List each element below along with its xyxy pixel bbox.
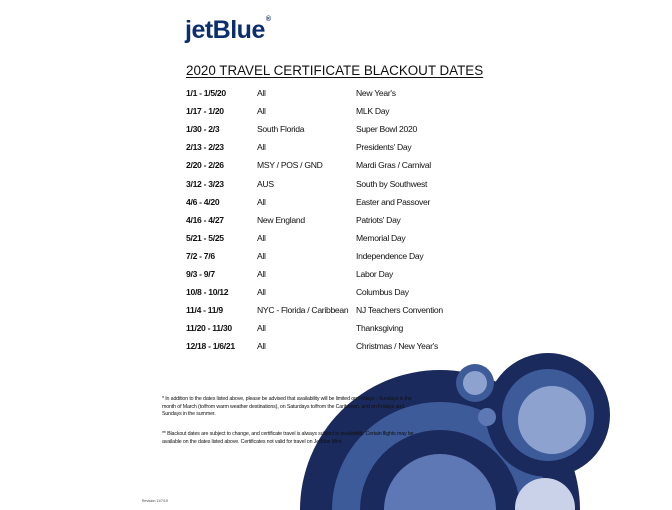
blackout-location: All <box>257 341 266 352</box>
blackout-date-range: 12/18 - 1/6/21 <box>186 341 235 352</box>
blackout-holiday: Columbus Day <box>356 287 409 298</box>
blackout-holiday: South by Southwest <box>356 178 428 189</box>
blackout-date-range: 4/6 - 4/20 <box>186 196 220 207</box>
table-row <box>186 193 476 211</box>
blackout-date-range: 2/13 - 2/23 <box>186 142 224 153</box>
blackout-location: All <box>257 232 266 243</box>
blackout-location: NYC - Florida / Caribbean <box>257 305 349 316</box>
blackout-holiday: Memorial Day <box>356 232 406 243</box>
blackout-location: AUS <box>257 178 274 189</box>
table-row <box>186 211 476 229</box>
blackout-location: All <box>257 142 266 153</box>
blackout-holiday: Easter and Passover <box>356 196 431 207</box>
table-row <box>186 229 476 247</box>
blackout-holiday: New Year's <box>356 88 396 99</box>
table-row <box>186 247 476 265</box>
table-row <box>186 337 476 355</box>
blackout-location: All <box>257 88 266 99</box>
circle-mini <box>478 408 496 426</box>
blackout-date-range: 1/17 - 1/20 <box>186 106 224 117</box>
blackout-holiday: Christmas / New Year's <box>356 341 438 352</box>
blackout-holiday: Labor Day <box>356 268 393 279</box>
table-row <box>186 319 476 337</box>
blackout-holiday: Thanksgiving <box>356 323 404 334</box>
page-title: 2020 TRAVEL CERTIFICATE BLACKOUT DATES <box>186 63 484 78</box>
blackout-dates-table <box>186 84 476 355</box>
blackout-location: All <box>257 106 266 117</box>
circle-right-inner <box>518 386 586 454</box>
blackout-location: South Florida <box>257 124 305 135</box>
blackout-date-range: 5/21 - 5/25 <box>186 232 224 243</box>
blackout-date-range: 9/3 - 9/7 <box>186 268 215 279</box>
blackout-date-range: 1/1 - 1/5/20 <box>186 88 226 99</box>
blackout-date-range: 7/2 - 7/6 <box>186 250 215 261</box>
table-row <box>186 156 476 174</box>
jetblue-logo <box>185 16 271 45</box>
blackout-holiday: MLK Day <box>356 106 390 117</box>
table-row <box>186 84 476 102</box>
blackout-date-range: 3/12 - 3/23 <box>186 178 224 189</box>
blackout-date-range: 10/8 - 10/12 <box>186 287 229 298</box>
table-row <box>186 265 476 283</box>
blackout-holiday: Presidents' Day <box>356 142 412 153</box>
blackout-date-range: 2/20 - 2/26 <box>186 160 224 171</box>
blackout-location: All <box>257 287 266 298</box>
table-row <box>186 301 476 319</box>
footnote-availability: * In addition to the dates listed above, please be advised that availability will be limited on Fridays - Sundays in the month of March (to/from warm weather destinations), on Saturdays to/from the Caribbean, and on Fridays and Sundays in the summer. <box>162 396 412 418</box>
footnote-blackout-change: ** Blackout dates are subject to change, and certificate travel is always subject to availability. Certain flights may be available on the dates listed above. Certificates not valid for travel on JetBlue Mint. <box>162 431 414 445</box>
blackout-date-range: 11/4 - 11/9 <box>186 305 223 316</box>
blackout-location: All <box>257 323 266 334</box>
blackout-location: All <box>257 268 266 279</box>
blackout-location: New England <box>257 214 305 225</box>
table-row <box>186 283 476 301</box>
blackout-holiday: NJ Teachers Convention <box>356 305 443 316</box>
trademark-mark: ® <box>265 16 271 23</box>
blackout-date-range: 1/30 - 2/3 <box>186 124 220 135</box>
blackout-location: MSY / POS / GND <box>257 160 323 171</box>
blackout-holiday: Mardi Gras / Carnival <box>356 160 431 171</box>
blackout-location: All <box>257 196 266 207</box>
blackout-date-range: 4/16 - 4/27 <box>186 214 224 225</box>
revision-label: Revision 11/7/19 <box>142 499 168 503</box>
blackout-holiday: Super Bowl 2020 <box>356 124 417 135</box>
logo-text: jetBlue <box>185 16 265 44</box>
blackout-location: All <box>257 250 266 261</box>
table-row <box>186 120 476 138</box>
blackout-holiday: Independence Day <box>356 250 424 261</box>
table-row <box>186 174 476 192</box>
table-row <box>186 102 476 120</box>
table-row <box>186 138 476 156</box>
circle-small-inner <box>463 371 487 395</box>
blackout-date-range: 11/20 - 11/30 <box>186 323 232 334</box>
blackout-holiday: Patriots' Day <box>356 214 401 225</box>
